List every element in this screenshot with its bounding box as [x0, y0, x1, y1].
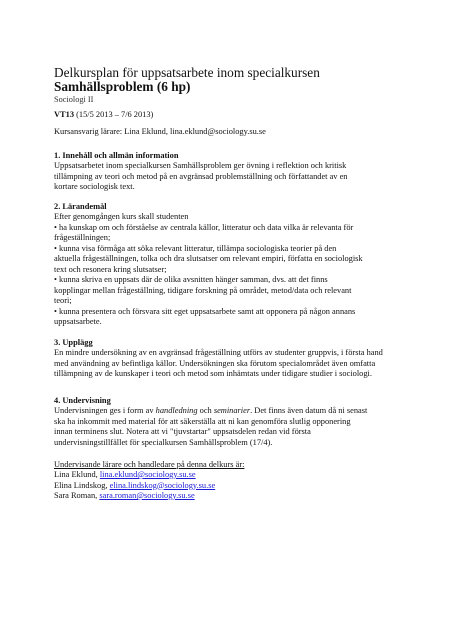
term-label: VT13: [54, 110, 75, 119]
text-line: • kunna presentera och försvara sitt eget uppsatsarbete samt att opponera på någon annans: [54, 306, 356, 316]
text-line: text och resonera kring slutsatser;: [54, 264, 167, 274]
teacher-email-link[interactable]: lina.eklund@sociology.su.se: [99, 470, 196, 479]
text-line: undervisningstillfället för specialkursen Samhällsproblem (17/4).: [54, 437, 273, 447]
term-line: [54, 110, 411, 121]
teachers-list: [54, 470, 411, 502]
section-3-heading: 3. Upplägg: [54, 338, 93, 347]
text-line: kopplingar mellan frågeställning, tidigare forskning på området, metod/data och relevant: [54, 285, 352, 295]
emphasis-seminarier: seminarier: [213, 406, 251, 415]
teachers-heading: Undervisande lärare och handledare på denna delkurs är:: [54, 460, 245, 469]
text-line: aktuella frågeställningen, tolka och dra slutsatser om relevant empiri, författa en sociologisk: [54, 254, 363, 263]
document-title: Delkursplan för uppsatsarbete inom specialkursen: [54, 65, 320, 80]
text-line: tillämpning av de kunskaper i teori och metod som inhämtats under tidigare studier i sociologi.: [54, 369, 372, 378]
term-dates: (15/5 2013 – 7/6 2013): [76, 110, 154, 119]
section-1-body: [54, 161, 411, 193]
text-line: • kunna skriva en uppsats där de olika avsnitten hänger samman, dvs. att det finns: [54, 275, 328, 284]
teacher-email-link[interactable]: elina.lindskog@sociology.su.se: [109, 480, 216, 490]
text-line: uppsatsarbete.: [54, 317, 102, 326]
text-line: frågeställningen;: [54, 233, 111, 242]
text-line: ska ha inkommit med material för att säkerställa att ni kan genomföra slutlig opponering: [54, 416, 351, 426]
text-line: • ha kunskap om och förståelse av centrala källor, litteratur och data vilka är relevanta för: [54, 222, 354, 232]
text-fragment: . Det finns även datum då ni senast: [250, 406, 368, 415]
text-line: Efter genomgången kurs skall studenten: [54, 212, 189, 221]
section-4-body: [54, 406, 411, 448]
teacher-name: Lina Eklund,: [54, 470, 100, 479]
emphasis-handledning: handledning: [155, 406, 198, 415]
teacher-name: Sara Roman,: [54, 491, 100, 500]
section-3-body: [54, 348, 411, 380]
teacher-email-link[interactable]: sara.roman@sociology.su.se: [99, 491, 195, 500]
text-line: Uppsatsarbetet inom specialkursen Samhällsproblem ger övning i reflektion och kritisk: [54, 161, 347, 170]
teacher-item: [54, 481, 411, 492]
text-line: tillämpning av teori och metod på en avgränsad problemställning och författandet av en: [54, 171, 348, 181]
text-line: [54, 406, 411, 417]
text-line: En mindre undersökning av en avgränsad frågeställning utförs av studenter gruppvis, i första hand: [54, 348, 383, 357]
text-line: • kunna visa förmåga att söka relevant litteratur, tillämpa sociologiska teorier på den: [54, 243, 337, 253]
text-line: med användning av befintliga källor. Undersökningen ska förutom specialområdet även omfatta: [54, 358, 376, 368]
section-2-body: [54, 212, 411, 328]
text-line: innan terminens slut. Notera att vi "tjuvstartar" uppsatsdelen redan vid första: [54, 427, 311, 436]
section-2-heading: 2. Lärandemål: [54, 202, 107, 211]
teacher-name: Elina Lindskog,: [54, 480, 110, 490]
course-name: Sociologi II: [54, 95, 94, 104]
document-subtitle: Samhällsproblem (6 hp): [54, 79, 191, 94]
course-responsible: Kursansvarig lärare: Lina Eklund, lina.eklund@sociology.su.se: [54, 127, 266, 136]
section-4-heading: 4. Undervisning: [54, 396, 111, 405]
text-line: teori;: [54, 296, 72, 305]
text-fragment: och: [197, 406, 214, 415]
section-1-heading: 1. Innehåll och allmän information: [54, 151, 179, 160]
teacher-item: [54, 491, 411, 502]
teacher-item: [54, 470, 411, 481]
text-fragment: Undervisningen ges i form av: [54, 406, 156, 415]
text-line: kortare sociologisk text.: [54, 182, 135, 191]
